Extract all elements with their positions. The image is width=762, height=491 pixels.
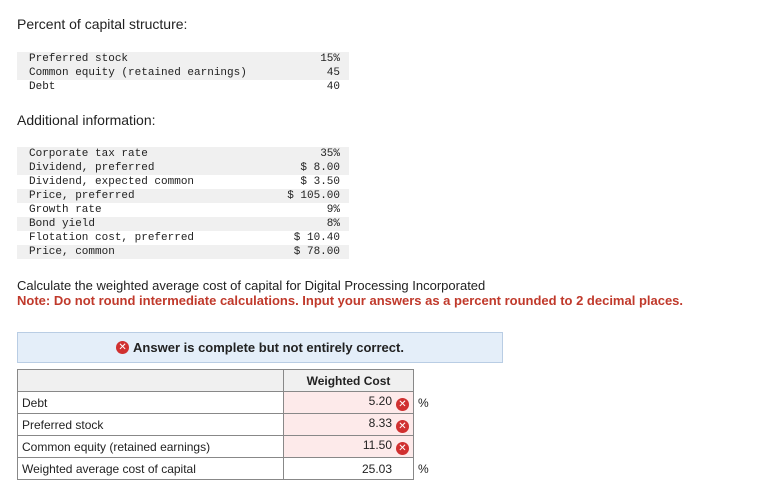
incorrect-icon: ✕	[396, 442, 409, 455]
info-row-value: 8%	[326, 218, 340, 230]
info-row-label: Growth rate	[29, 204, 102, 216]
unit-label: %	[414, 392, 451, 414]
rounding-note: Note: Do not round intermediate calculations. Input your answers as a percent rounded to 2 decimal places.	[17, 293, 684, 308]
incorrect-icon: ✕	[396, 398, 409, 411]
table-header-blank	[18, 370, 284, 392]
weighted-cost-value: 5.20	[368, 393, 392, 408]
capital-row-label: Debt	[29, 81, 56, 93]
table-header-row	[18, 370, 451, 392]
unit-label	[414, 414, 451, 436]
info-row	[17, 175, 349, 189]
info-row-label: Flotation cost, preferred	[29, 232, 195, 244]
info-row	[17, 203, 349, 217]
info-row-value: $ 105.00	[287, 190, 340, 202]
info-row-value: $ 3.50	[300, 176, 340, 188]
info-row-label: Price, common	[29, 246, 115, 258]
info-row-label: Dividend, preferred	[29, 162, 155, 174]
result-banner-text: Answer is complete but not entirely correct.	[133, 340, 404, 355]
info-row-value: $ 8.00	[300, 162, 340, 174]
info-row-label: Dividend, expected common	[29, 176, 195, 188]
info-row	[17, 245, 349, 259]
weighted-cost-input[interactable]	[284, 436, 414, 458]
result-banner	[17, 332, 503, 363]
capital-row-value: 45	[326, 67, 340, 79]
weighted-cost-value: 25.03	[361, 461, 392, 476]
weighted-cost-table	[17, 369, 450, 480]
capital-row	[17, 80, 349, 94]
capital-row	[17, 66, 349, 80]
row-label: Preferred stock	[18, 414, 284, 436]
capital-row-label: Preferred stock	[29, 53, 129, 65]
row-label: Weighted average cost of capital	[18, 458, 284, 480]
row-label: Common equity (retained earnings)	[18, 436, 284, 458]
table-row	[18, 392, 451, 414]
table-row	[18, 458, 451, 480]
additional-info-table	[17, 147, 349, 259]
capital-structure-heading: Percent of capital structure:	[17, 16, 188, 32]
weighted-cost-value: 11.50	[362, 437, 392, 452]
incorrect-icon: ✕	[396, 420, 409, 433]
row-label: Debt	[18, 392, 284, 414]
unit-label	[414, 436, 451, 458]
info-row	[17, 217, 349, 231]
additional-info-heading: Additional information:	[17, 112, 156, 128]
info-row-value: 9%	[326, 204, 340, 216]
capital-row-value: 40	[326, 81, 340, 93]
info-row-value: $ 78.00	[293, 246, 340, 258]
info-row	[17, 231, 349, 245]
info-row-value: 35%	[320, 148, 340, 160]
weighted-cost-value: 8.33	[368, 415, 392, 430]
info-row-label: Price, preferred	[29, 190, 135, 202]
capital-row	[17, 52, 349, 66]
weighted-cost-header: Weighted Cost	[284, 370, 414, 392]
info-row	[17, 147, 349, 161]
weighted-cost-input[interactable]	[284, 458, 414, 480]
instruction-text: Calculate the weighted average cost of capital for Digital Processing Incorporated	[17, 278, 486, 293]
table-row	[18, 414, 451, 436]
info-row	[17, 189, 349, 203]
x-circle-icon: ✕	[116, 341, 129, 354]
weighted-cost-input[interactable]	[284, 392, 414, 414]
info-row-label: Bond yield	[29, 218, 96, 230]
capital-row-label: Common equity (retained earnings)	[29, 67, 247, 79]
capital-structure-table	[17, 52, 349, 94]
weighted-cost-input[interactable]	[284, 414, 414, 436]
table-row	[18, 436, 451, 458]
unit-label: %	[414, 458, 451, 480]
info-row-label: Corporate tax rate	[29, 148, 148, 160]
info-row-value: $ 10.40	[293, 232, 340, 244]
unit-cell	[414, 370, 451, 392]
info-row	[17, 161, 349, 175]
capital-row-value: 15%	[320, 53, 340, 65]
